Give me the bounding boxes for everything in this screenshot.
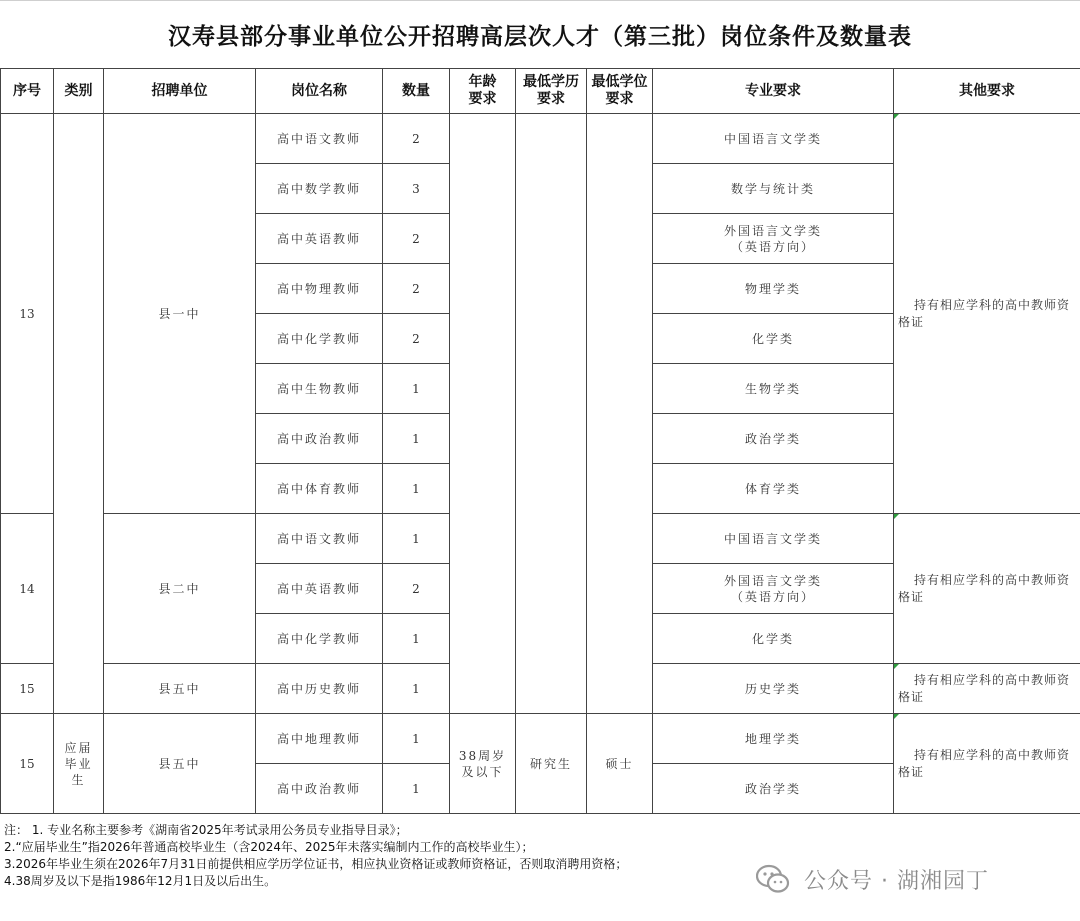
major-cell: 外国语言文学类（英语方向） [653,564,894,614]
count-cell: 1 [383,764,450,814]
degree-cell: 硕士 [587,714,653,814]
other-cell: 持有相应学科的高中教师资格证 [894,714,1080,814]
count-cell: 2 [383,314,450,364]
comment-marker [894,114,899,119]
major-cell: 政治学类 [653,764,894,814]
post-cell: 高中物理教师 [256,264,383,314]
post-cell: 高中英语教师 [256,564,383,614]
category-cell [54,114,104,714]
other-cell: 持有相应学科的高中教师资格证 [894,664,1080,714]
footnote-line: 注： 1. 专业名称主要参考《湖南省2025年考试录用公务员专业指导目录》； [4,823,408,837]
post-cell: 高中政治教师 [256,414,383,464]
major-cell: 地理学类 [653,714,894,764]
major-cell: 中国语言文学类 [653,114,894,164]
count-cell: 1 [383,414,450,464]
header-count: 数量 [383,69,450,114]
count-cell: 1 [383,514,450,564]
post-cell: 高中生物教师 [256,364,383,414]
post-cell: 高中数学教师 [256,164,383,214]
header-age: 年龄要求 [450,69,516,114]
major-cell: 历史学类 [653,664,894,714]
wechat-icon [756,864,790,894]
footnote-line: 4.38周岁及以下是指1986年12月1日及以后出生。 [4,874,277,888]
edu-cell [516,114,587,714]
header-major: 专业要求 [653,69,894,114]
comment-marker [894,514,899,519]
unit-cell: 县二中 [104,514,256,664]
watermark-text: 公众号 · 湖湘园丁 [804,868,989,894]
degree-cell [587,114,653,714]
major-cell: 生物学类 [653,364,894,414]
count-cell: 2 [383,114,450,164]
unit-cell: 县五中 [104,714,256,814]
count-cell: 2 [383,264,450,314]
major-cell: 外国语言文学类（英语方向） [653,214,894,264]
table-row [1,114,1080,164]
watermark [756,862,989,896]
seq-cell: 15 [1,664,54,714]
other-cell: 持有相应学科的高中教师资格证 [894,114,1080,514]
header-seq: 序号 [1,69,54,114]
post-cell: 高中政治教师 [256,764,383,814]
count-cell: 2 [383,214,450,264]
count-cell: 3 [383,164,450,214]
age-cell [450,114,516,714]
post-cell: 高中语文教师 [256,114,383,164]
major-cell: 中国语言文学类 [653,514,894,564]
header-row [1,69,1080,114]
count-cell: 1 [383,364,450,414]
header-edu: 最低学历要求 [516,69,587,114]
seq-cell: 13 [1,114,54,514]
post-cell: 高中历史教师 [256,664,383,714]
major-cell: 体育学类 [653,464,894,514]
recruitment-table [0,68,1080,814]
post-cell: 高中地理教师 [256,714,383,764]
post-cell: 高中化学教师 [256,614,383,664]
major-cell: 数学与统计类 [653,164,894,214]
category-cell: 应届毕业生 [54,714,104,814]
header-degree: 最低学位要求 [587,69,653,114]
count-cell: 1 [383,464,450,514]
count-cell: 2 [383,564,450,614]
table-row [1,714,1080,764]
major-cell: 化学类 [653,614,894,664]
post-cell: 高中英语教师 [256,214,383,264]
post-cell: 高中化学教师 [256,314,383,364]
unit-cell: 县一中 [104,114,256,514]
major-cell: 化学类 [653,314,894,364]
comment-marker [894,714,899,719]
post-cell: 高中体育教师 [256,464,383,514]
footnote-line: 2.“应届毕业生”指2026年普通高校毕业生（含2024年、2025年未落实编制内工作的高校毕业生）； [4,840,534,854]
header-other: 其他要求 [894,69,1080,114]
footnote-line: 3.2026年毕业生须在2026年7月31日前提供相应学历学位证书，相应执业资格证或教师资格证，否则取消聘用资格； [4,857,628,871]
header-post: 岗位名称 [256,69,383,114]
unit-cell: 县五中 [104,664,256,714]
major-cell: 物理学类 [653,264,894,314]
count-cell: 1 [383,714,450,764]
major-cell: 政治学类 [653,414,894,464]
comment-marker [894,664,899,669]
edu-cell: 研究生 [516,714,587,814]
age-cell: 38周岁及以下 [450,714,516,814]
other-cell: 持有相应学科的高中教师资格证 [894,514,1080,664]
seq-cell: 14 [1,514,54,664]
count-cell: 1 [383,614,450,664]
header-unit: 招聘单位 [104,69,256,114]
page-title: 汉寿县部分事业单位公开招聘高层次人才（第三批）岗位条件及数量表 [0,0,1080,68]
header-category: 类别 [54,69,104,114]
post-cell: 高中语文教师 [256,514,383,564]
count-cell: 1 [383,664,450,714]
seq-cell: 15 [1,714,54,814]
